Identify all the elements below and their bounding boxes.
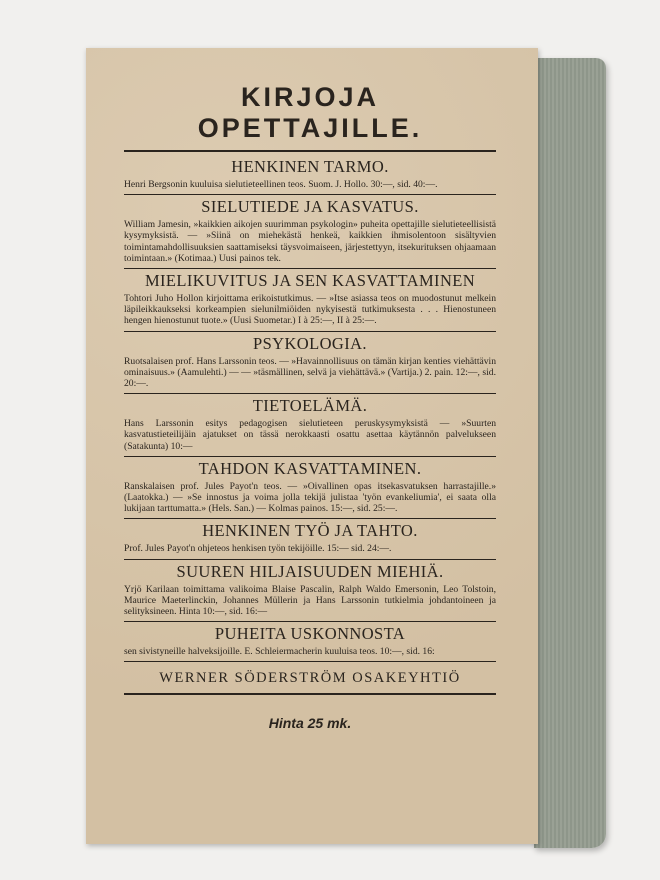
book-description: Ruotsalaisen prof. Hans Larssonin teos. — »Havainnollisuus on tämän kirjan kenties viehättävin ominaisuus.» (Aamulehti.) — — »täsmällinen, selvä ja viehättävä.» (Vartija.) 2. pain. 12:—, sid. 20:—. [124,355,496,390]
publisher-rule-bottom [124,693,496,695]
title-rule [124,150,496,152]
book-heading: SUUREN HILJAISUUDEN MIEHIÄ. [176,561,444,581]
book-heading: HENKINEN TYÖ JA TAHTO. [202,521,418,541]
section-divider [124,456,496,457]
publisher-rule-top [124,661,496,662]
book-description: sen sivistyneille halveksijoille. E. Schleiermacherin kuuluisa teos. 10:—, sid. 16: [124,646,435,658]
publisher-name: WERNER SÖDERSTRÖM OSAKEYHTIÖ [159,670,461,687]
book-list [124,158,496,657]
book-description: Henri Bergsonin kuuluisa sielutieteellinen teos. Suom. J. Hollo. 30:—, sid. 40:—. [124,179,438,190]
book-description: Ranskalaisen prof. Jules Payot'n teos. — »Oivallinen opas itsekasvatuksen harrastajille.» (Laatokka.) — »Se innostus ja voima jolla tekijä julistaa 'työn evankeliumia', ei saata olla lukijaan tarttumatta.» (Hels. San.) — Kolmas painos. 15:—, sid. 25:—. [124,480,496,515]
book-description: Tohtori Juho Hollon kirjoittama erikoistutkimus. — »Itse asiassa teos on muodostunut melkein läpileikkaukseksi korkeampien sielunilmiöiden nykyisestä tutkimuksesta . . . Hienostuneen hengen hienostunut tuote.» (Uusi Suometar.) I à 25:—, II à 25:—. [124,293,496,327]
section-divider [124,194,496,195]
section-divider [124,268,496,269]
book-heading: PUHEITA USKONNOSTA [214,624,406,644]
book-heading: TAHDON KASVATTAMINEN. [198,458,422,478]
book-heading: MIELIKUVITUS JA SEN KASVATTAMINEN [144,271,476,291]
book-description: Hans Larssonin esitys pedagogisen sielutieteen peruskysymyksistä — »Suurten kasvatustieteilijäin ajatukset on tässä nerokkaasti osattu asettaa käytännön palvelukseen (Satakunta) 10:— [124,418,496,452]
book-heading: HENKINEN TARMO. [231,157,389,176]
book-description: Yrjö Karilaan toimittama valikoima Blaise Pascalin, Ralph Waldo Emersonin, Leo Tolstoin, Maurice Maeterlinckin, Johannes Müllerin ja Hans Larssonin tutkielmia johdantoineen ja selityksineen. Hinta 10:—, sid. 16:— [124,583,496,618]
book-heading: TIETOELÄMÄ. [252,396,368,416]
section-divider [124,393,496,394]
book-description: Prof. Jules Payot'n ohjeteos henkisen työn tekijöille. 15:— sid. 24:—. [124,543,392,555]
cover-text-block [124,70,496,731]
book-heading: SIELUTIEDE JA KASVATUS. [201,197,419,217]
section-divider [124,621,496,622]
price-label: Hinta 25 mk. [268,715,352,732]
back-cover [86,48,538,844]
section-divider [124,518,496,519]
section-divider [124,559,496,560]
cover-title: KIRJOJA OPETTAJILLE. [197,82,423,143]
book-spine [534,58,606,848]
section-divider [124,331,496,332]
book [86,48,598,848]
book-description: William Jamesin, »kaikkien aikojen suurimman psykologin» puheita opettajille sielutieteellisistä kysymyksistä. — »Siinä on miehekästä henkeä, kaikkien ihmisolentoon sisältyvien toimintamahdollisuuksien saattamiseksi täysvoimaiseen, järjestettyyn, itsekurituksen ohjaamaan toimintaan.» (Kotimaa.) Uusi painos tek. [124,219,496,264]
book-heading: PSYKOLOGIA. [253,333,367,353]
